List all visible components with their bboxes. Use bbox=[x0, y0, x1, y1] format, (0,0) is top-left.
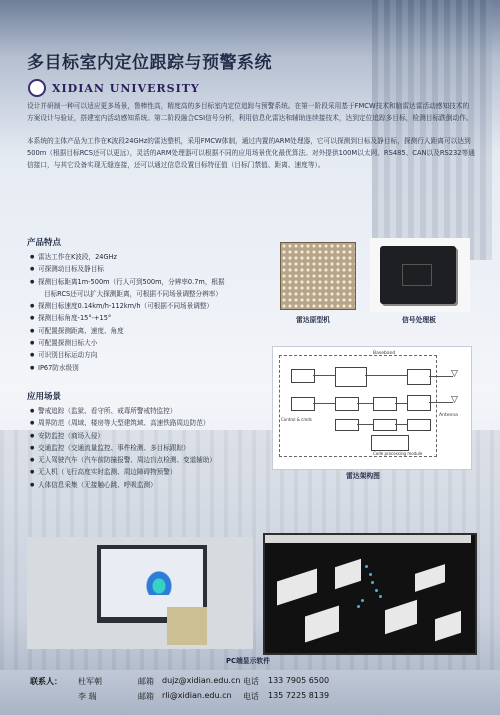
diagram-block bbox=[291, 397, 315, 411]
email-link[interactable]: dujz@xidian.edu.cn bbox=[162, 676, 241, 685]
diagram-block bbox=[373, 419, 397, 431]
list-item: ● 雷达工作在K波段，24GHz bbox=[30, 251, 280, 263]
contact-label: 联系人： bbox=[30, 677, 62, 686]
list-item: ● 交通监控（交通流量监控、事件检测、多目标跟踪） bbox=[30, 442, 280, 454]
diagram-block bbox=[335, 367, 367, 387]
diagram-line bbox=[313, 403, 335, 404]
diagram-line bbox=[365, 375, 407, 376]
building-block bbox=[385, 600, 417, 634]
list-item: ● 探测目标角度-15°-+15° bbox=[30, 312, 280, 324]
list-item: ● 无人驾驶汽车（汽车前防撞报警、周边盲点检测、变道辅助） bbox=[30, 454, 280, 466]
diagram-block bbox=[407, 419, 431, 431]
diagram-block bbox=[407, 395, 431, 411]
features-list bbox=[30, 251, 280, 374]
phone-number: 135 7225 8139 bbox=[268, 691, 330, 700]
radar-device bbox=[167, 607, 207, 645]
contact-name: 杜军朝 bbox=[78, 677, 102, 686]
intro-paragraph-2: 本系统的主体产品为工作在K波段24GHz的雷达整机，采用FMCW体制，通过内置的ARM处理器，它可以探测到目标及静目标，探测行人距离可以达到500m（根据目标RCS还可以更远），灵活的ARM处理器可以根据不同的应用场景优化最优算法。对外提供100M以太网、RS485、CAN以及RS232等通信接口，与其它设备实现无缝连接，还可以通过信息设置目标特征值（目标门禁值、距离、速度等）。 bbox=[27, 137, 475, 169]
diagram-line bbox=[429, 376, 453, 377]
list-item: ● 探测目标距离1m-500m（行人可到500m，分辨率0.7m，根据 bbox=[30, 276, 280, 288]
university-logo bbox=[28, 79, 46, 97]
list-item: ● 可探测动目标及静目标 bbox=[30, 263, 280, 275]
board-caption: 信号处理板 bbox=[402, 316, 436, 324]
list-item: ● 无人机（飞行高度实时监测、周边障碍物预警） bbox=[30, 466, 280, 478]
list-item: ● 安防监控（商场入侵） bbox=[30, 430, 280, 442]
diagram-line bbox=[395, 424, 407, 425]
list-item: ● 人体信息采集（无接触心跳、呼吸监测） bbox=[30, 479, 280, 491]
radar-architecture-diagram bbox=[272, 346, 472, 470]
diagram-label-bottom: Code processing module bbox=[373, 451, 423, 456]
features-heading: 产品特点 bbox=[27, 238, 62, 248]
track-point bbox=[379, 595, 382, 598]
diagram-block bbox=[291, 369, 315, 383]
list-item: ● 周界防范（周域、楼房等大型建筑域、高速铁路周边防范） bbox=[30, 417, 280, 429]
phone-label: 电话 bbox=[243, 677, 259, 686]
diagram-block bbox=[371, 435, 409, 451]
list-item: ● 警戒追踪（监狱、看守所、戒毒所警戒特监控） bbox=[30, 405, 280, 417]
diagram-block bbox=[335, 419, 359, 431]
track-point bbox=[361, 599, 364, 602]
building-block bbox=[277, 569, 317, 606]
email-label: 邮箱 bbox=[138, 692, 154, 701]
list-item: ● 探测目标速度0.14km/h-112km/h（可根据不同场景调整） bbox=[30, 300, 280, 312]
diagram-line bbox=[313, 375, 335, 376]
contact-name: 李 瑞 bbox=[78, 692, 97, 701]
building-block bbox=[305, 605, 339, 642]
intro-paragraph-1: 设计并研制一种可以适应更多场景，鲁棒性高，精度高的多目标室内定位追踪与预警系统。在第一阶段采用基于FMCW技术和脑雷达雷活动感知技术的方案设计与验证，搭建室内活动感知系统。第二阶段融合CSI信号分析，利用信息化雷达和辅助连续接技术，达到定位追踪多目标，检测目标跌倒动作。 bbox=[27, 102, 473, 122]
diagram-line bbox=[357, 424, 373, 425]
diagram-line bbox=[357, 403, 373, 404]
radar-prototype-photo bbox=[280, 242, 356, 310]
diagram-caption: 雷达架构图 bbox=[346, 472, 380, 480]
university-header bbox=[28, 79, 200, 97]
diagram-block bbox=[335, 397, 359, 411]
track-point bbox=[369, 573, 372, 576]
scenarios-list bbox=[30, 405, 280, 491]
building-block bbox=[415, 564, 445, 592]
list-item: ● IP67防水级别 bbox=[30, 362, 280, 374]
phone-number: 133 7905 6500 bbox=[268, 676, 330, 685]
contact-row bbox=[30, 676, 62, 687]
signal-plot bbox=[141, 565, 177, 595]
scenarios-heading: 应用场景 bbox=[27, 392, 62, 402]
antenna-icon: ▽ bbox=[451, 395, 458, 405]
tracking-3d-view bbox=[263, 533, 477, 655]
diagram-block bbox=[373, 397, 397, 411]
track-point bbox=[375, 589, 378, 592]
diagram-line bbox=[395, 403, 407, 404]
pc-software-photo bbox=[27, 537, 253, 649]
radar-caption: 雷达原型机 bbox=[296, 316, 330, 324]
list-item: ● 可配置探测距离、速度、角度 bbox=[30, 325, 280, 337]
window-titlebar bbox=[265, 535, 471, 543]
signal-board-photo bbox=[370, 238, 470, 312]
diagram-block bbox=[407, 369, 431, 385]
list-item: ● 可识别目标运动方向 bbox=[30, 349, 280, 361]
list-item: 目标RCS还可以扩大探测距离，可根据不同场景调整分辨率） bbox=[44, 289, 222, 298]
email-link[interactable]: rli@xidian.edu.cn bbox=[162, 691, 232, 700]
diagram-label-top: Baseband bbox=[373, 351, 396, 356]
circuit-board bbox=[380, 246, 456, 304]
diagram-label-right: Antenna bbox=[439, 413, 458, 418]
diagram-line bbox=[429, 402, 453, 403]
antenna-icon: ▽ bbox=[451, 369, 458, 379]
university-name: XIDIAN UNIVERSITY bbox=[52, 81, 200, 95]
pc-caption: PC端显示软件 bbox=[226, 657, 270, 665]
poster-title: 多目标室内定位跟踪与预警系统 bbox=[27, 53, 272, 73]
intro-text bbox=[27, 100, 475, 182]
building-block bbox=[435, 611, 461, 641]
building-block bbox=[335, 559, 361, 589]
list-item: ● 可配置探测目标大小 bbox=[30, 337, 280, 349]
phone-label: 电话 bbox=[243, 692, 259, 701]
track-point bbox=[365, 565, 368, 568]
track-point bbox=[371, 581, 374, 584]
track-point bbox=[357, 605, 360, 608]
email-label: 邮箱 bbox=[138, 677, 154, 686]
diagram-label-left: Control & cmds bbox=[281, 417, 312, 422]
